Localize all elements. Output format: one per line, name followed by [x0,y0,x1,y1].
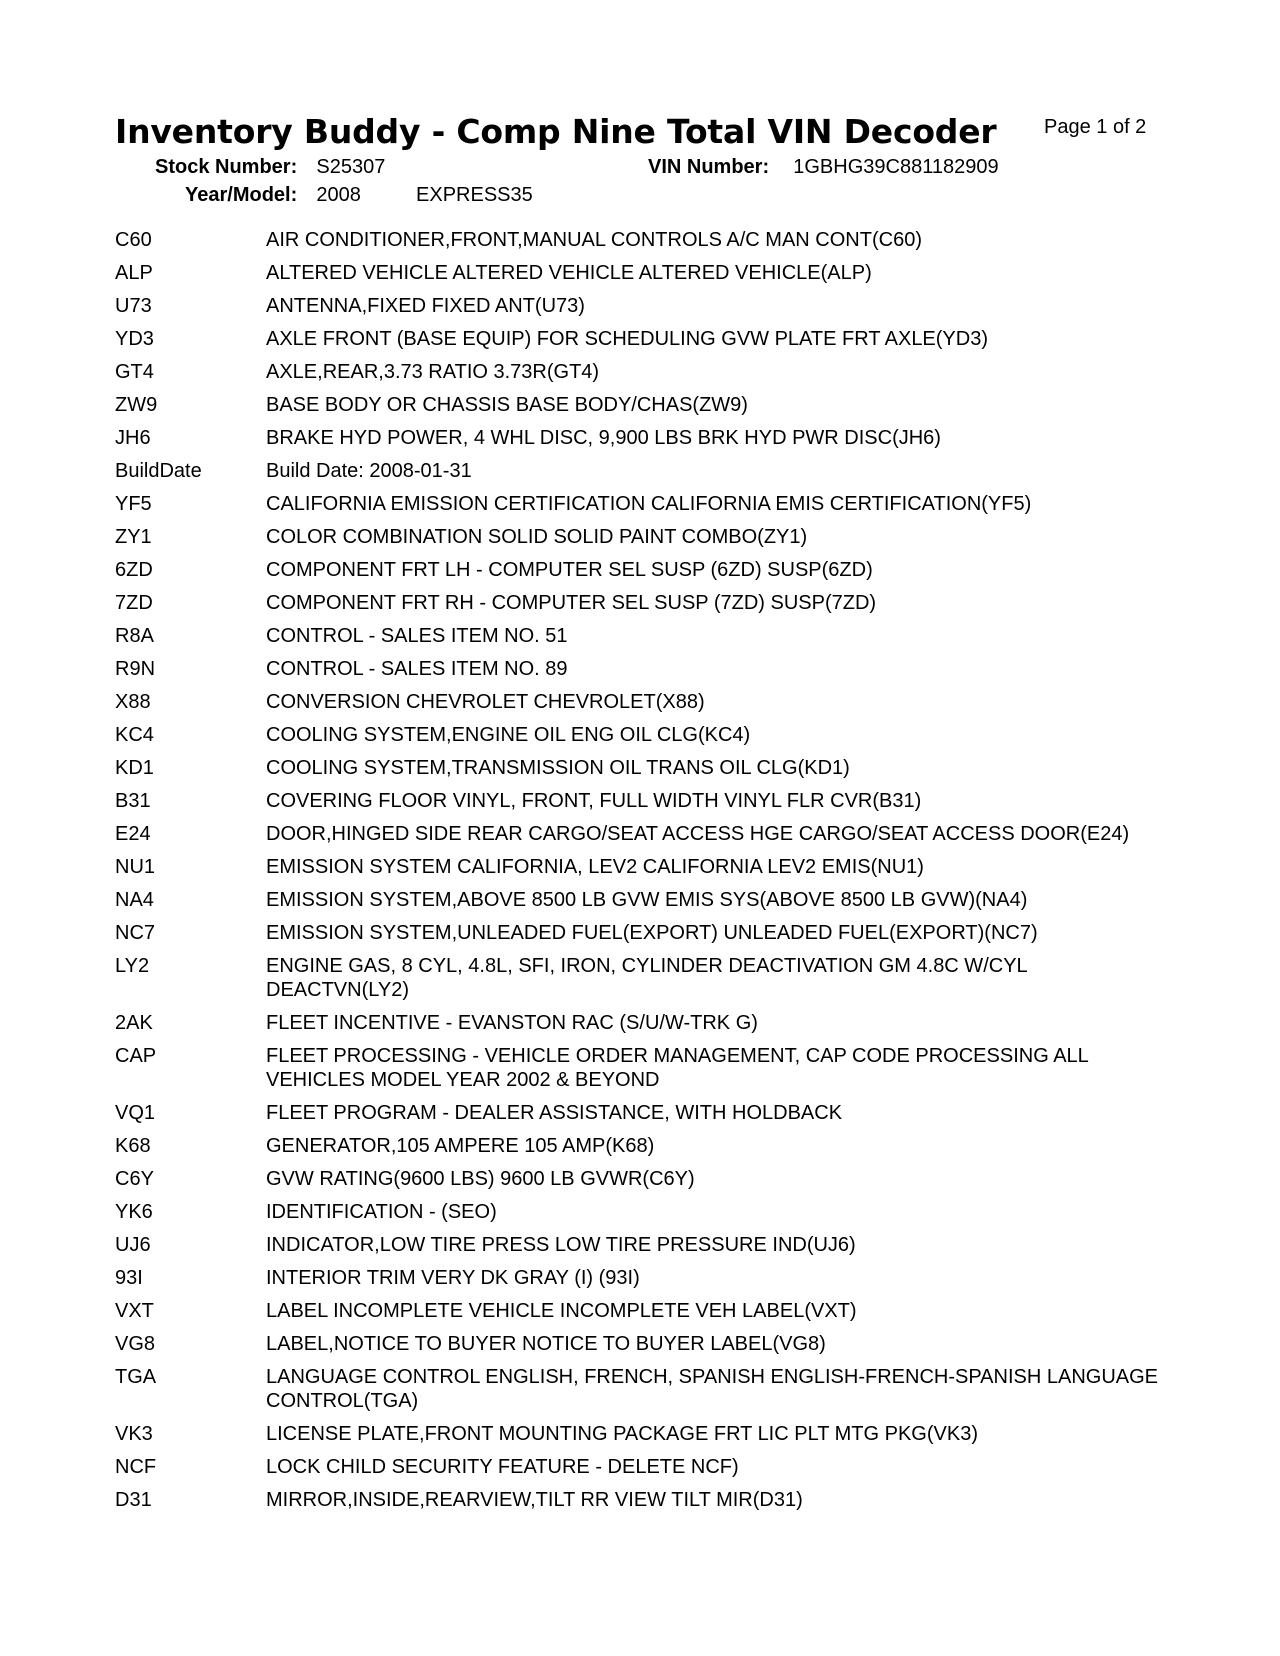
option-code-row [115,1134,1175,1158]
option-code: NU1 [115,856,156,878]
option-code: VK3 [115,1423,153,1445]
option-code-row [115,756,1175,780]
option-code-row [115,1044,1175,1092]
option-code: U73 [115,295,152,317]
option-code: VQ1 [115,1102,156,1124]
option-code-row [115,1233,1175,1257]
option-code-row [115,1332,1175,1356]
option-code-row [115,1365,1175,1413]
option-code-row [115,1299,1175,1323]
stock-number-value: S25307 [316,156,386,178]
option-description: COOLING SYSTEM,ENGINE OIL ENG OIL CLG(KC4) [266,724,751,746]
option-code: 2AK [115,1012,153,1034]
option-code: JH6 [115,427,151,449]
option-description: FLEET PROGRAM - DEALER ASSISTANCE, WITH HOLDBACK [266,1102,843,1124]
option-code-row [115,1266,1175,1290]
option-code-row [115,1455,1175,1479]
option-code-row [115,294,1175,318]
option-code: KC4 [115,724,154,746]
option-code-row [115,1011,1175,1035]
option-code-row [115,492,1175,516]
option-description: MIRROR,INSIDE,REARVIEW,TILT RR VIEW TILT MIR(D31) [266,1489,803,1511]
option-description: ANTENNA,FIXED FIXED ANT(U73) [266,295,585,317]
option-code: B31 [115,790,151,812]
option-description: CALIFORNIA EMISSION CERTIFICATION CALIFORNIA EMIS CERTIFICATION(YF5) [266,493,1032,515]
option-code: 7ZD [115,592,153,614]
option-description: FLEET PROCESSING - VEHICLE ORDER MANAGEMENT, CAP CODE PROCESSING ALL VEHICLES MODEL YEAR 2002 & BEYOND [266,1045,1089,1091]
year-model-label: Year/Model: [185,184,298,206]
option-description: EMISSION SYSTEM,ABOVE 8500 LB GVW EMIS SYS(ABOVE 8500 LB GVW)(NA4) [266,889,1028,911]
option-description: GVW RATING(9600 LBS) 9600 LB GVWR(C6Y) [266,1168,695,1190]
option-code-row [115,822,1175,846]
option-description: FLEET INCENTIVE - EVANSTON RAC (S/U/W-TRK G) [266,1012,758,1034]
option-description: INDICATOR,LOW TIRE PRESS LOW TIRE PRESSURE IND(UJ6) [266,1234,856,1256]
option-code-row [115,1200,1175,1224]
option-code-row [115,459,1175,483]
option-code-row [115,1167,1175,1191]
option-code-row [115,261,1175,285]
option-code-row [115,855,1175,879]
option-description: AXLE FRONT (BASE EQUIP) FOR SCHEDULING GVW PLATE FRT AXLE(YD3) [266,328,989,350]
option-code: LY2 [115,955,150,977]
option-code-row [115,657,1175,681]
option-code: VG8 [115,1333,156,1355]
option-description: COLOR COMBINATION SOLID SOLID PAINT COMBO(ZY1) [266,526,808,548]
option-description: ALTERED VEHICLE ALTERED VEHICLE ALTERED VEHICLE(ALP) [266,262,872,284]
vin-number-value: 1GBHG39C881182909 [793,156,999,178]
option-code: C60 [115,229,152,251]
option-code: D31 [115,1489,152,1511]
option-code-row [115,426,1175,450]
option-code: NCF [115,1456,157,1478]
option-description: COMPONENT FRT RH - COMPUTER SEL SUSP (7ZD) SUSP(7ZD) [266,592,877,614]
option-description: BASE BODY OR CHASSIS BASE BODY/CHAS(ZW9) [266,394,748,416]
year-value: 2008 [316,184,361,206]
option-description: DOOR,HINGED SIDE REAR CARGO/SEAT ACCESS HGE CARGO/SEAT ACCESS DOOR(E24) [266,823,1130,845]
option-code-row [115,591,1175,615]
option-description: EMISSION SYSTEM CALIFORNIA, LEV2 CALIFORNIA LEV2 EMIS(NU1) [266,856,924,878]
option-code-row [115,327,1175,351]
option-code: CAP [115,1045,157,1067]
option-code: KD1 [115,757,154,779]
option-code-list [115,228,1175,1521]
option-code-row [115,558,1175,582]
stock-number-field [155,156,385,179]
option-code: R8A [115,625,154,647]
option-code: BuildDate [115,460,202,482]
option-description: LANGUAGE CONTROL ENGLISH, FRENCH, SPANISH ENGLISH-FRENCH-SPANISH LANGUAGE CONTROL(TGA) [266,1366,1159,1412]
option-description: BRAKE HYD POWER, 4 WHL DISC, 9,900 LBS BRK HYD PWR DISC(JH6) [266,427,941,449]
option-description: EMISSION SYSTEM,UNLEADED FUEL(EXPORT) UNLEADED FUEL(EXPORT)(NC7) [266,922,1038,944]
option-code-row [115,624,1175,648]
option-code: X88 [115,691,151,713]
option-code: YD3 [115,328,154,350]
model-value: EXPRESS35 [416,184,533,206]
option-code-row [115,888,1175,912]
vin-number-field [648,156,999,179]
option-description: CONTROL - SALES ITEM NO. 51 [266,625,568,647]
option-code-row [115,1422,1175,1446]
option-code-row [115,1488,1175,1512]
option-code: R9N [115,658,156,680]
option-description: COMPONENT FRT LH - COMPUTER SEL SUSP (6ZD) SUSP(6ZD) [266,559,873,581]
option-description: ENGINE GAS, 8 CYL, 4.8L, SFI, IRON, CYLINDER DEACTIVATION GM 4.8C W/CYL DEACTVN(LY2) [266,955,1027,1001]
option-code: ZY1 [115,526,152,548]
option-code: 6ZD [115,559,153,581]
option-code: VXT [115,1300,154,1322]
option-code-row [115,228,1175,252]
option-description: COVERING FLOOR VINYL, FRONT, FULL WIDTH VINYL FLR CVR(B31) [266,790,922,812]
option-description: CONTROL - SALES ITEM NO. 89 [266,658,568,680]
option-code: NA4 [115,889,154,911]
option-code-row [115,393,1175,417]
option-code-row [115,921,1175,945]
option-code-row [115,360,1175,384]
option-description: INTERIOR TRIM VERY DK GRAY (I) (93I) [266,1267,640,1289]
option-code: C6Y [115,1168,154,1190]
option-code-row [115,954,1175,1002]
option-code-row [115,525,1175,549]
option-description: AXLE,REAR,3.73 RATIO 3.73R(GT4) [266,361,600,383]
year-model-field [185,184,533,207]
stock-number-label: Stock Number: [155,156,298,178]
option-code: UJ6 [115,1234,151,1256]
option-description: LICENSE PLATE,FRONT MOUNTING PACKAGE FRT LIC PLT MTG PKG(VK3) [266,1423,978,1445]
option-description: Build Date: 2008-01-31 [266,460,472,482]
option-description: LABEL INCOMPLETE VEHICLE INCOMPLETE VEH LABEL(VXT) [266,1300,857,1322]
option-description: GENERATOR,105 AMPERE 105 AMP(K68) [266,1135,655,1157]
option-code-row [115,1101,1175,1125]
option-code: GT4 [115,361,154,383]
option-code: K68 [115,1135,151,1157]
option-description: LABEL,NOTICE TO BUYER NOTICE TO BUYER LABEL(VG8) [266,1333,826,1355]
vin-number-label: VIN Number: [648,156,770,178]
option-code: E24 [115,823,151,845]
option-description: IDENTIFICATION - (SEO) [266,1201,497,1223]
option-code-row [115,789,1175,813]
page-title: Inventory Buddy - Comp Nine Total VIN Decoder [115,112,997,151]
option-code: ALP [115,262,153,284]
option-code: ZW9 [115,394,158,416]
option-code: NC7 [115,922,156,944]
page-indicator: Page 1 of 2 [1044,116,1147,138]
option-code: YK6 [115,1201,153,1223]
option-description: COOLING SYSTEM,TRANSMISSION OIL TRANS OIL CLG(KD1) [266,757,850,779]
option-description: CONVERSION CHEVROLET CHEVROLET(X88) [266,691,705,713]
option-description: AIR CONDITIONER,FRONT,MANUAL CONTROLS A/C MAN CONT(C60) [266,229,922,251]
option-description: LOCK CHILD SECURITY FEATURE - DELETE NCF) [266,1456,739,1478]
option-code: 93I [115,1267,143,1289]
option-code: YF5 [115,493,152,515]
option-code-row [115,723,1175,747]
option-code-row [115,690,1175,714]
option-code: TGA [115,1366,157,1388]
